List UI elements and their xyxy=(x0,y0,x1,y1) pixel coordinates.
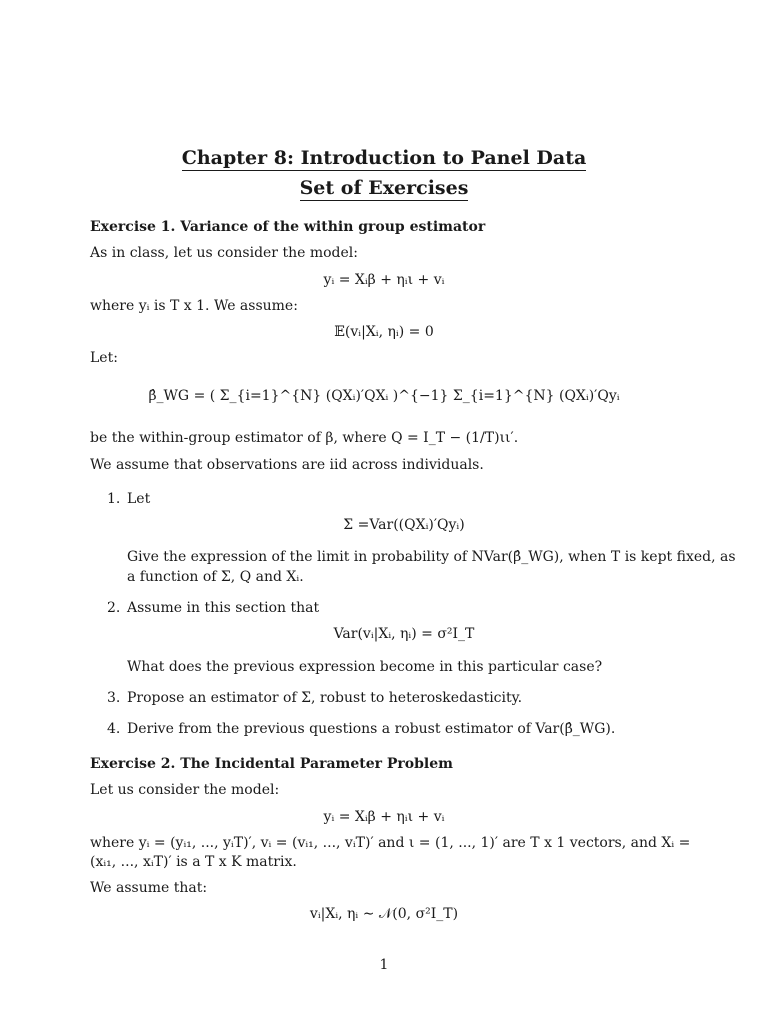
item-4-text: Derive from the previous questions a robust estimator of Var(β̂_WG). xyxy=(127,721,616,737)
exercise-2-distribution-equation: vᵢ|Xᵢ, ηᵢ ∼ 𝒩(0, σ²I_T) xyxy=(309,906,459,922)
exercise-2-where-line-2: (xᵢ₁, ..., xᵢT)′ is a T x K matrix. xyxy=(90,854,297,870)
item-2-number: 2. xyxy=(107,600,121,616)
exercise-2-heading: Exercise 2. The Incidental Parameter Problem xyxy=(90,756,453,772)
exercise-2-model-equation: yᵢ = Xᵢβ + ηᵢι + vᵢ xyxy=(323,809,445,825)
exercise-1-heading: Exercise 1. Variance of the within group estimator xyxy=(90,219,486,235)
item-3-number: 3. xyxy=(107,690,121,706)
exercise-1-intro: As in class, let us consider the model: xyxy=(90,245,358,261)
exercise-1-assumption-equation: 𝔼(vᵢ|Xᵢ, ηᵢ) = 0 xyxy=(334,324,434,340)
item-1-equation: Σ =Var((QXᵢ)′Qyᵢ) xyxy=(343,517,465,533)
item-1-text: Let xyxy=(127,491,151,507)
page-number: 1 xyxy=(379,957,389,973)
exercise-2-where-line-1: where yᵢ = (yᵢ₁, ..., yᵢT)′, vᵢ = (vᵢ₁, ..., vᵢT)′ and ι = (1, ..., 1)′ are T x 1 vectors, and Xᵢ = xyxy=(90,835,691,851)
item-1-number: 1. xyxy=(107,491,121,507)
item-1-follow-line-2: a function of Σ, Q and Xᵢ. xyxy=(127,569,304,585)
item-2-follow-line: What does the previous expression become in this particular case? xyxy=(127,659,603,675)
item-1-follow-line-1: Give the expression of the limit in probability of NVar(β̂_WG), when T is kept fixed, as xyxy=(127,549,736,565)
item-2-equation: Var(vᵢ|Xᵢ, ηᵢ) = σ²I_T xyxy=(333,626,475,642)
exercise-1-let: Let: xyxy=(90,350,118,366)
chapter-title: Chapter 8: Introduction to Panel Data xyxy=(181,147,587,169)
item-2-text: Assume in this section that xyxy=(127,600,320,616)
item-3-text: Propose an estimator of Σ, robust to heteroskedasticity. xyxy=(127,690,523,706)
exercise-1-where-text: where yᵢ is T x 1. We assume: xyxy=(90,298,298,314)
exercise-2-intro: Let us consider the model: xyxy=(90,782,280,798)
exercise-1-iid-text: We assume that observations are iid across individuals. xyxy=(90,457,484,473)
exercises-subtitle: Set of Exercises xyxy=(299,177,469,199)
within-group-estimator-equation: β̂_WG = ( Σ_{i=1}^{N} (QXᵢ)′QXᵢ )^{−1} Σ_{i=1}^{N} (QXᵢ)′Qyᵢ xyxy=(148,388,620,404)
exercise-2-assumption-text: We assume that: xyxy=(90,880,208,896)
exercise-1-within-text: be the within-group estimator of β, where Q = I_T − (1/T)ιι′. xyxy=(90,430,519,446)
item-4-number: 4. xyxy=(107,721,121,737)
exercise-1-model-equation: yᵢ = Xᵢβ + ηᵢι + vᵢ xyxy=(323,272,445,288)
